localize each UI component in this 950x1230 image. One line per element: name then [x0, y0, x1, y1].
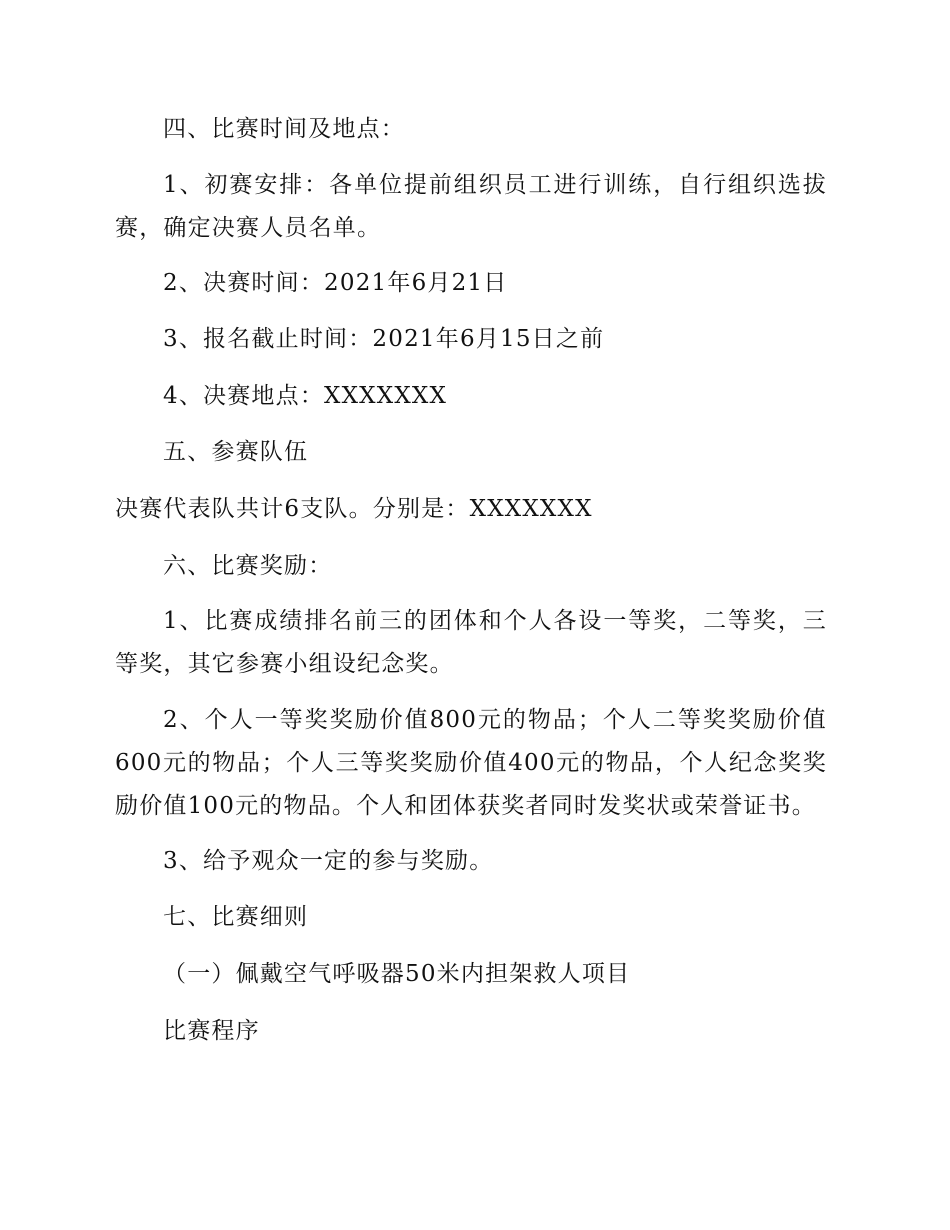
heading-stretcher-rescue-item: （一）佩戴空气呼吸器50米内担架救人项目	[163, 961, 631, 987]
paragraph-final-location: 4、决赛地点：XXXXXXX	[163, 383, 448, 409]
heading-awards: 六、比赛奖励：	[163, 553, 333, 579]
paragraph-audience-reward: 3、给予观众一定的参与奖励。	[163, 848, 494, 874]
heading-teams: 五、参赛队伍	[163, 439, 309, 465]
paragraph-preliminary-arrangement: 1、初赛安排：各单位提前组织员工进行训练，自行组织选拔赛，确定决赛人员名单。	[115, 172, 827, 241]
paragraph-team-count: 决赛代表队共计6支队。分别是：XXXXXXX	[115, 496, 593, 522]
heading-competition-procedure: 比赛程序	[163, 1018, 260, 1044]
paragraph-award-levels: 1、比赛成绩排名前三的团体和个人各设一等奖，二等奖，三等奖，其它参赛小组设纪念奖。	[115, 608, 827, 677]
paragraph-final-time: 2、决赛时间：2021年6月21日	[163, 270, 508, 296]
heading-competition-time-place: 四、比赛时间及地点：	[163, 116, 405, 142]
paragraph-registration-deadline: 3、报名截止时间：2021年6月15日之前	[163, 326, 605, 352]
paragraph-award-values: 2、个人一等奖奖励价值800元的物品；个人二等奖奖励价值600元的物品；个人三等奖奖励价值400元的物品，个人纪念奖奖励价值100元的物品。个人和团体获奖者同时发奖状或荣誉证书。	[115, 707, 827, 819]
heading-competition-rules: 七、比赛细则	[163, 904, 309, 930]
